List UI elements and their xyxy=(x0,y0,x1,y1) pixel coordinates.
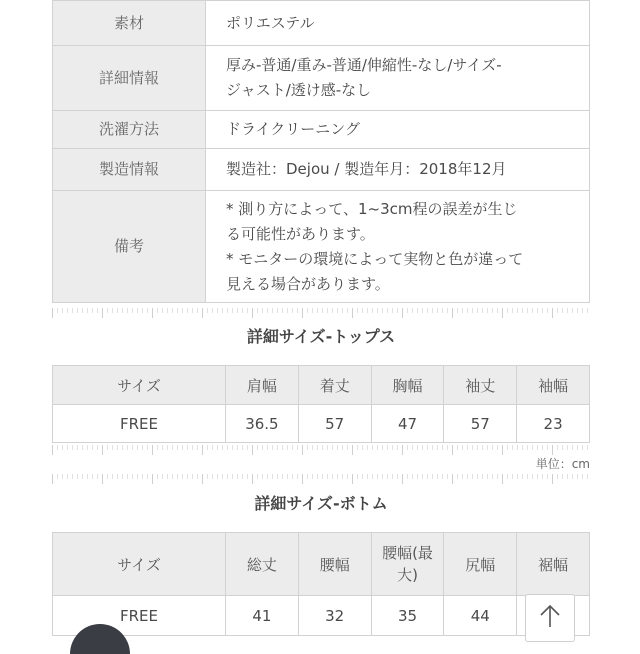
ruler-divider xyxy=(52,474,590,484)
column-header: 袖丈 xyxy=(444,366,517,405)
column-header: 尻幅 xyxy=(444,533,517,596)
column-header: 総丈 xyxy=(226,533,299,596)
column-header: 腰幅(最大) xyxy=(371,533,444,596)
table-cell: 35 xyxy=(371,596,444,636)
info-value: ポリエステル xyxy=(206,1,590,46)
info-row-material xyxy=(53,1,590,46)
table-cell: 23 xyxy=(517,405,590,443)
table-cell: 36.5 xyxy=(226,405,299,443)
bottoms-size-title: 詳細サイズ-ボトム xyxy=(254,494,388,513)
table-cell: 47 xyxy=(371,405,444,443)
column-header: 胸幅 xyxy=(371,366,444,405)
table-row xyxy=(53,405,590,443)
info-row-washing xyxy=(53,111,590,149)
info-label: 洗濯方法 xyxy=(53,111,206,149)
table-cell: FREE xyxy=(53,596,226,636)
table-cell: 41 xyxy=(226,596,299,636)
table-cell: 32 xyxy=(298,596,371,636)
bottoms-size-table xyxy=(52,532,590,636)
info-label: 素材 xyxy=(53,1,206,46)
table-cell: FREE xyxy=(53,405,226,443)
column-header: 腰幅 xyxy=(298,533,371,596)
unit-label: 単位：cm xyxy=(535,457,590,471)
info-row-notes xyxy=(53,191,590,303)
info-label: 詳細情報 xyxy=(53,46,206,111)
tops-size-title: 詳細サイズ-トップス xyxy=(246,327,396,346)
info-value: 製造社：Dejou / 製造年月：2018年12月 xyxy=(206,149,590,191)
table-cell: 44 xyxy=(444,596,517,636)
arrow-up-icon xyxy=(537,603,563,633)
column-header: サイズ xyxy=(53,533,226,596)
ruler-divider xyxy=(52,308,590,318)
info-value: ドライクリーニング xyxy=(206,111,590,149)
material-info-table xyxy=(52,0,590,303)
table-cell: 57 xyxy=(298,405,371,443)
column-header: 肩幅 xyxy=(226,366,299,405)
column-header: 裾幅 xyxy=(517,533,590,596)
info-label: 備考 xyxy=(53,191,206,303)
info-label: 製造情報 xyxy=(53,149,206,191)
tops-size-table xyxy=(52,365,590,443)
column-header: 着丈 xyxy=(298,366,371,405)
table-header-row xyxy=(53,366,590,405)
info-row-manufacture xyxy=(53,149,590,191)
ruler-divider xyxy=(52,445,590,455)
column-header: 袖幅 xyxy=(517,366,590,405)
table-cell: 57 xyxy=(444,405,517,443)
column-header: サイズ xyxy=(53,366,226,405)
table-row xyxy=(53,596,590,636)
table-header-row xyxy=(53,533,590,596)
info-value: 厚み-普通/重み-普通/伸縮性-なし/サイズ- ジャスト/透け感-なし xyxy=(206,46,590,111)
scroll-to-top-button[interactable] xyxy=(525,594,575,642)
info-row-details xyxy=(53,46,590,111)
info-value: * 測り方によって、1~3cm程の誤差が生じ る可能性があります。 * モニターの環境によって実物と色が違って 見える場合があります。 xyxy=(206,191,590,303)
